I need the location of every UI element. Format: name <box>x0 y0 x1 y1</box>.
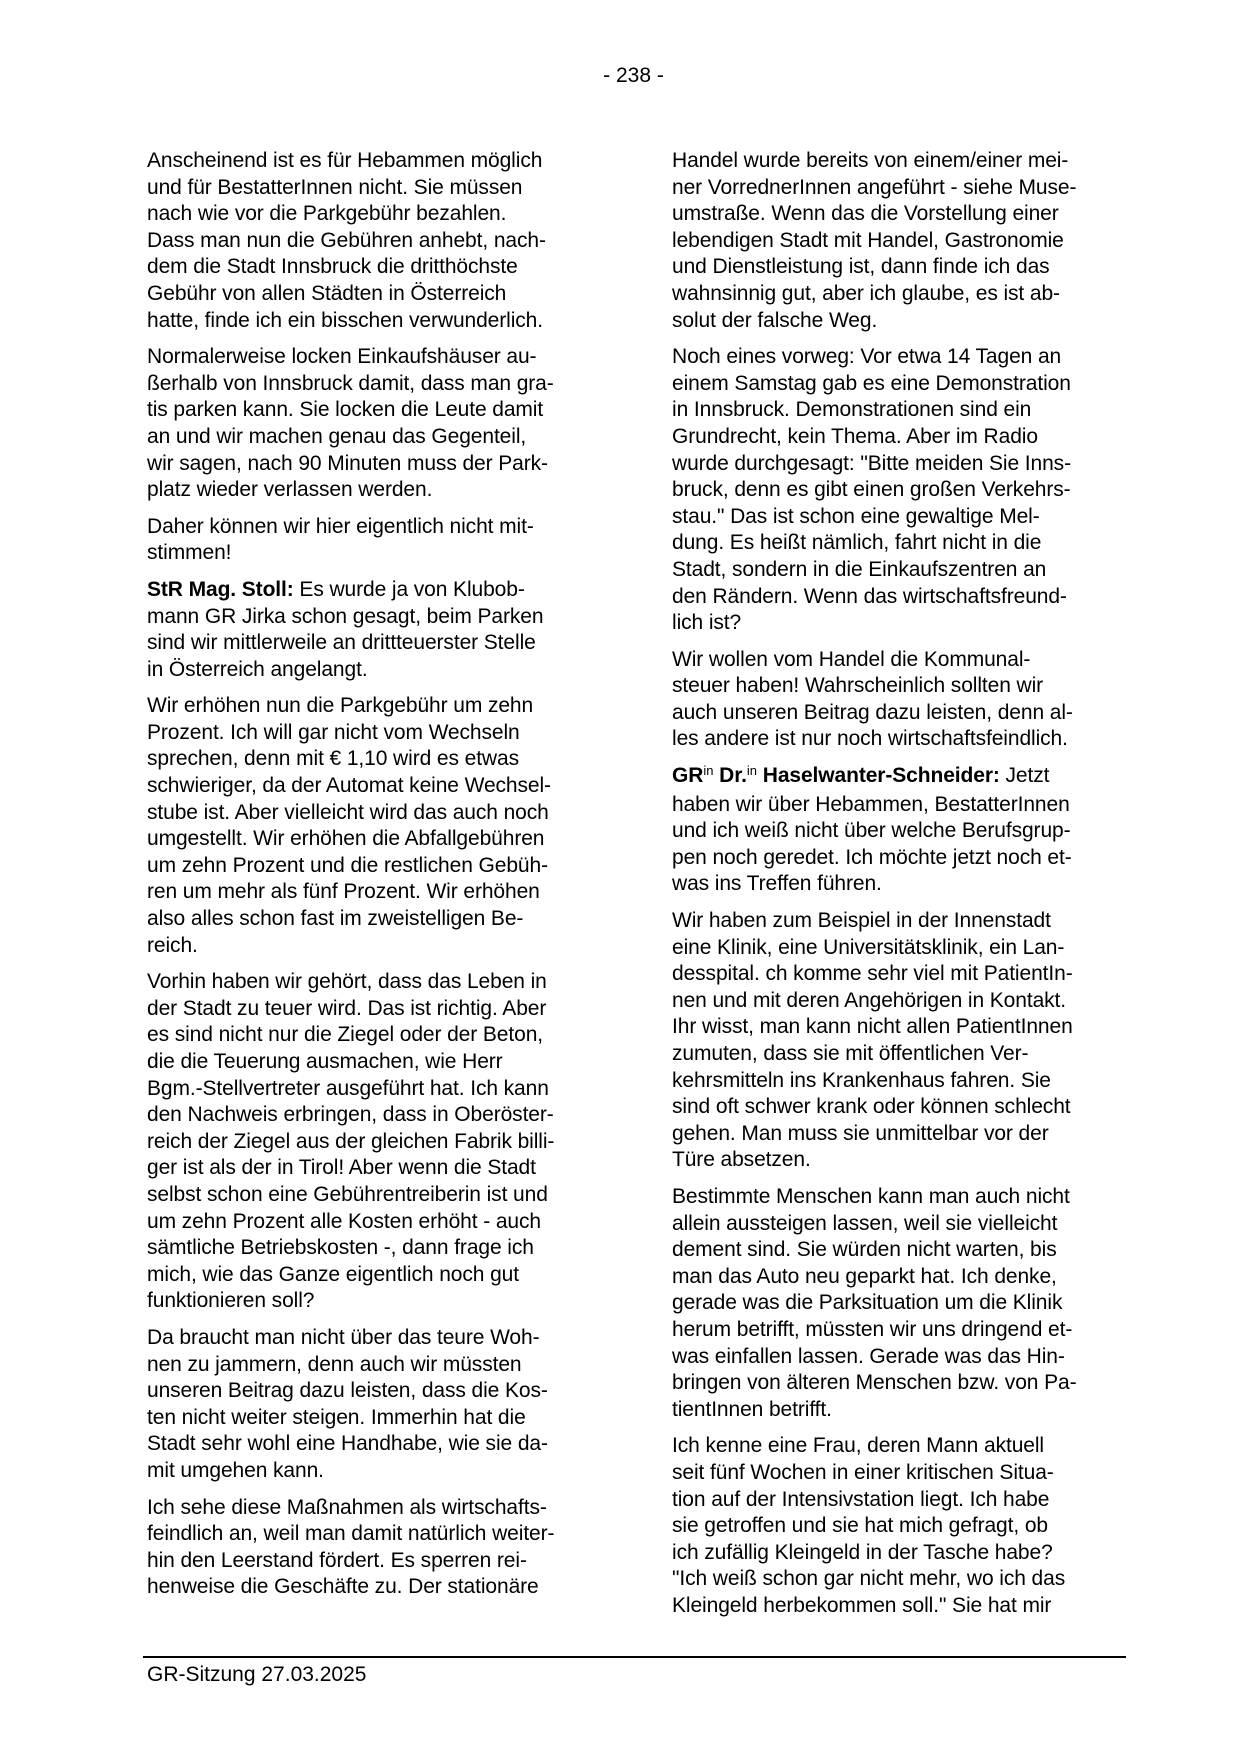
text-segment: wahnsinnig gut, aber ich glaube, es ist ab- <box>672 281 1060 305</box>
text-line <box>672 175 1122 202</box>
text-line <box>672 1540 1122 1567</box>
text-segment: sie getroffen und sie hat mich gefragt, ob <box>672 1514 1048 1538</box>
text-line <box>147 853 597 880</box>
text-line <box>672 1068 1122 1095</box>
text-line <box>672 1433 1122 1460</box>
text-line <box>672 700 1122 727</box>
text-segment: selbst schon eine Gebührentreiberin ist und <box>147 1182 548 1206</box>
speaker-name-segment: GR <box>672 764 704 788</box>
text-segment: gehen. Man muss sie unmittelbar vor der <box>672 1121 1049 1145</box>
paragraph <box>147 693 597 959</box>
footer-text: GR-Sitzung 27.03.2025 <box>147 1663 367 1686</box>
paragraph <box>147 514 597 567</box>
text-segment: ger ist als der in Tirol! Aber wenn die Stadt <box>147 1156 536 1180</box>
paragraph <box>672 763 1122 898</box>
paragraph <box>147 148 597 334</box>
text-segment: wir sagen, nach 90 Minuten muss der Park- <box>147 451 548 475</box>
text-line <box>672 254 1122 281</box>
text-line <box>147 746 597 773</box>
text-segment: desspital. ch komme sehr viel mit PatientIn- <box>672 962 1073 986</box>
text-segment: tientInnen betrifft. <box>672 1397 832 1421</box>
paragraph <box>672 344 1122 637</box>
text-segment: lebendigen Stadt mit Handel, Gastronomie <box>672 228 1064 252</box>
text-line <box>147 254 597 281</box>
text-line <box>147 577 597 604</box>
text-segment: den Nachweis erbringen, dass in Oberöster- <box>147 1103 554 1127</box>
text-segment: sind wir mittlerweile an drittteuerster Stelle <box>147 631 536 655</box>
text-segment: sind oft schwer krank oder können schlecht <box>672 1095 1071 1119</box>
text-line <box>672 1593 1122 1620</box>
text-line <box>147 1521 597 1548</box>
text-line <box>672 344 1122 371</box>
text-segment: mann GR Jirka schon gesagt, beim Parken <box>147 604 544 628</box>
page-number: - 238 - <box>603 64 664 87</box>
text-segment: Normalerweise locken Einkaufshäuser au- <box>147 345 537 369</box>
text-line <box>672 451 1122 478</box>
text-segment: einem Samstag gab es eine Demonstration <box>672 371 1071 395</box>
text-segment: dement sind. Sie würden nicht warten, bis <box>672 1238 1057 1262</box>
text-segment: seit fünf Wochen in einer kritischen Situa- <box>672 1460 1054 1484</box>
text-line <box>147 879 597 906</box>
text-line <box>147 1022 597 1049</box>
text-line <box>147 1352 597 1379</box>
text-line <box>672 961 1122 988</box>
paragraph <box>147 1325 597 1485</box>
text-segment: herum betrifft, müssten wir uns dringend et- <box>672 1317 1073 1341</box>
text-segment: Gebühr von allen Städten in Österreich <box>147 281 507 305</box>
text-line <box>147 1458 597 1485</box>
text-line <box>672 792 1122 819</box>
text-segment: Vorhin haben wir gehört, dass das Leben in <box>147 970 547 994</box>
text-segment: Ich kenne eine Frau, deren Mann aktuell <box>672 1434 1044 1458</box>
text-segment: Es wurde ja von Klubob- <box>293 577 525 601</box>
text-segment: der Stadt zu teuer wird. Das ist richtig. Aber <box>147 996 547 1020</box>
text-segment: schwieriger, da der Automat keine Wechsel- <box>147 774 551 798</box>
text-line <box>147 1288 597 1315</box>
text-line <box>672 871 1122 898</box>
text-line <box>147 397 597 424</box>
text-line <box>672 371 1122 398</box>
text-line <box>147 308 597 335</box>
text-line <box>672 1317 1122 1344</box>
text-line <box>147 657 597 684</box>
text-line <box>672 726 1122 753</box>
text-line <box>147 175 597 202</box>
text-segment: Jetzt <box>999 764 1050 788</box>
text-line <box>672 1041 1122 1068</box>
text-segment: Grundrecht, kein Thema. Aber im Radio <box>672 424 1038 448</box>
footer-divider <box>143 1656 1126 1658</box>
text-line <box>147 1102 597 1129</box>
paragraph <box>147 1495 597 1601</box>
text-segment: Da braucht man nicht über das teure Woh- <box>147 1325 540 1349</box>
text-line <box>672 1094 1122 1121</box>
text-line <box>672 477 1122 504</box>
paragraph <box>672 647 1122 753</box>
text-segment: in Österreich angelangt. <box>147 657 368 681</box>
text-line <box>672 281 1122 308</box>
text-line <box>147 630 597 657</box>
text-segment: an und wir machen genau das Gegenteil, <box>147 424 527 448</box>
text-segment: Bgm.-Stellvertreter ausgeführt hat. Ich kann <box>147 1076 549 1100</box>
text-line <box>147 451 597 478</box>
text-line <box>672 1566 1122 1593</box>
text-segment: lich ist? <box>672 611 742 635</box>
two-column-text-body <box>147 148 1127 1629</box>
text-line <box>672 935 1122 962</box>
text-line <box>147 371 597 398</box>
text-line <box>147 1495 597 1522</box>
text-segment: was ins Treffen führen. <box>672 872 882 896</box>
text-line <box>147 906 597 933</box>
text-line <box>672 647 1122 674</box>
text-segment: mit umgehen kann. <box>147 1458 324 1482</box>
text-line <box>147 148 597 175</box>
text-segment: die die Teuerung ausmachen, wie Herr <box>147 1050 503 1073</box>
text-line <box>147 540 597 567</box>
text-segment: reich. <box>147 933 198 957</box>
text-line <box>147 720 597 747</box>
text-line <box>147 1155 597 1182</box>
text-segment: und für BestatterInnen nicht. Sie müssen <box>147 175 523 199</box>
text-segment: les andere ist nur noch wirtschaftsfeindlich. <box>672 727 1068 751</box>
text-line <box>147 1262 597 1289</box>
text-segment: Wir wollen vom Handel die Kommunal- <box>672 647 1031 671</box>
text-line <box>672 308 1122 335</box>
text-line <box>147 933 597 960</box>
text-line <box>672 1237 1122 1264</box>
text-line <box>147 477 597 504</box>
text-line <box>672 504 1122 531</box>
text-line <box>147 773 597 800</box>
text-line <box>147 281 597 308</box>
text-segment: den Rändern. Wenn das wirtschaftsfreund- <box>672 584 1067 608</box>
text-segment: nach wie vor die Parkgebühr bezahlen. <box>147 202 507 226</box>
paragraph <box>672 1433 1122 1619</box>
text-segment: sämtliche Betriebskosten -, dann frage ich <box>147 1236 534 1260</box>
text-segment: Bestimmte Menschen kann man auch nicht <box>672 1184 1070 1208</box>
text-line <box>672 201 1122 228</box>
text-segment: reich der Ziegel aus der gleichen Fabrik billi- <box>147 1129 555 1153</box>
text-line <box>147 604 597 631</box>
text-line <box>147 1325 597 1352</box>
text-segment: auch unseren Beitrag dazu leisten, denn al- <box>672 700 1073 724</box>
paragraph <box>672 1184 1122 1423</box>
text-segment: Daher können wir hier eigentlich nicht mit- <box>147 514 534 538</box>
text-line <box>672 673 1122 700</box>
text-line <box>147 1574 597 1601</box>
text-line <box>147 1129 597 1156</box>
text-segment: ren um mehr als fünf Prozent. Wir erhöhen <box>147 880 540 904</box>
text-line <box>672 1211 1122 1238</box>
text-line <box>672 148 1122 175</box>
text-line <box>672 1487 1122 1514</box>
text-line <box>672 1290 1122 1317</box>
text-segment: Dass man nun die Gebühren anhebt, nach- <box>147 228 546 252</box>
text-segment: Türe absetzen. <box>672 1148 811 1172</box>
text-line <box>672 908 1122 935</box>
text-segment: umgestellt. Wir erhöhen die Abfallgebühren <box>147 827 545 851</box>
text-line <box>147 228 597 255</box>
text-line <box>147 344 597 371</box>
text-segment: pen noch geredet. Ich möchte jetzt noch et- <box>672 845 1072 869</box>
text-segment: funktionieren soll? <box>147 1289 315 1313</box>
text-line <box>147 1076 597 1103</box>
text-line <box>672 397 1122 424</box>
text-segment: Prozent. Ich will gar nicht vom Wechseln <box>147 720 520 744</box>
text-segment: zumuten, dass sie mit öffentlichen Ver- <box>672 1042 1029 1065</box>
text-line <box>672 1460 1122 1487</box>
text-segment: mich, wie das Ganze eigentlich noch gut <box>147 1262 519 1286</box>
text-line <box>672 1121 1122 1148</box>
text-segment: allein aussteigen lassen, weil sie vielleicht <box>672 1211 1058 1235</box>
text-line <box>147 1405 597 1432</box>
text-segment: platz wieder verlassen werden. <box>147 478 433 502</box>
text-segment: Wir haben zum Beispiel in der Innenstadt <box>672 909 1051 933</box>
text-segment: eine Klinik, eine Universitätsklinik, ein Lan- <box>672 935 1065 959</box>
text-segment: unseren Beitrag dazu leisten, dass die Kos- <box>147 1379 548 1403</box>
text-segment: ßerhalb von Innsbruck damit, dass man gra- <box>147 371 554 395</box>
text-segment: Noch eines vorweg: Vor etwa 14 Tagen an <box>672 345 1062 369</box>
text-line <box>672 584 1122 611</box>
text-line <box>147 1431 597 1458</box>
text-line <box>672 1264 1122 1291</box>
text-segment: stube ist. Aber vielleicht wird das auch noch <box>147 800 549 824</box>
text-segment: dem die Stadt Innsbruck die dritthöchste <box>147 255 518 279</box>
text-segment: "Ich weiß schon gar nicht mehr, wo ich das <box>672 1567 1066 1591</box>
text-segment: und Dienstleistung ist, dann finde ich das <box>672 255 1050 279</box>
text-segment: es sind nicht nur die Ziegel oder der Beton, <box>147 1023 544 1047</box>
text-segment: solut der falsche Weg. <box>672 308 878 332</box>
text-line <box>147 1378 597 1405</box>
text-line <box>147 514 597 541</box>
text-line <box>147 201 597 228</box>
text-segment: umstraße. Wenn das die Vorstellung einer <box>672 202 1059 226</box>
right-column <box>672 148 1122 1629</box>
text-line <box>147 1548 597 1575</box>
text-segment: Anscheinend ist es für Hebammen möglich <box>147 149 543 172</box>
text-line <box>672 845 1122 872</box>
text-segment: um zehn Prozent alle Kosten erhöht - auch <box>147 1209 541 1233</box>
paragraph <box>147 344 597 504</box>
text-line <box>672 1014 1122 1041</box>
paragraph <box>147 577 597 683</box>
text-segment: hin den Leerstand fördert. Es sperren rei- <box>147 1548 527 1572</box>
text-segment: und ich weiß nicht über welche Berufsgrup- <box>672 819 1071 843</box>
text-segment: wurde durchgesagt: "Bitte meiden Sie Inns- <box>672 451 1071 475</box>
text-line <box>672 530 1122 557</box>
paragraph <box>672 148 1122 334</box>
text-segment: Stadt, sondern in die Einkaufszentren an <box>672 557 1047 581</box>
text-line <box>672 557 1122 584</box>
text-segment: um zehn Prozent und die restlichen Gebüh- <box>147 853 548 877</box>
text-line <box>672 228 1122 255</box>
text-line <box>147 693 597 720</box>
text-segment: was einfallen lassen. Gerade was das Hin- <box>672 1344 1065 1368</box>
text-segment: feindlich an, weil man damit natürlich weiter- <box>147 1522 555 1546</box>
text-segment: Ich sehe diese Maßnahmen als wirtschafts- <box>147 1495 547 1519</box>
text-segment: Wir erhöhen nun die Parkgebühr um zehn <box>147 694 534 718</box>
text-line <box>672 763 1122 792</box>
text-line <box>147 1182 597 1209</box>
left-column <box>147 148 597 1611</box>
text-line <box>672 1184 1122 1211</box>
text-segment: nen zu jammern, denn auch wir müssten <box>147 1352 522 1376</box>
text-line <box>672 424 1122 451</box>
text-segment: tion auf der Intensivstation liegt. Ich habe <box>672 1487 1050 1511</box>
paragraph <box>147 969 597 1315</box>
text-segment: henweise die Geschäfte zu. Der stationäre <box>147 1575 539 1599</box>
text-line <box>147 1049 597 1076</box>
text-segment: Ihr wisst, man kann nicht allen PatientInnen <box>672 1015 1073 1039</box>
text-segment: bruck, denn es gibt einen großen Verkehrs- <box>672 478 1071 502</box>
text-line <box>147 800 597 827</box>
text-segment: also alles schon fast im zweistelligen Be- <box>147 907 524 931</box>
text-segment: steuer haben! Wahrscheinlich sollten wir <box>672 674 1044 698</box>
text-segment: haben wir über Hebammen, BestatterInnen <box>672 792 1070 816</box>
speaker-name-segment: in <box>746 763 758 779</box>
text-line <box>672 610 1122 637</box>
text-segment: tis parken kann. Sie locken die Leute damit <box>147 398 544 422</box>
text-segment: gerade was die Parksituation um die Klinik <box>672 1291 1063 1315</box>
text-segment: man das Auto neu geparkt hat. Ich denke, <box>672 1264 1057 1288</box>
text-segment: ich zufällig Kleingeld in der Tasche habe? <box>672 1540 1053 1564</box>
speaker-name-segment: in <box>703 763 714 779</box>
text-line <box>672 1370 1122 1397</box>
text-line <box>672 1147 1122 1174</box>
text-segment: in Innsbruck. Demonstrationen sind ein <box>672 398 1032 422</box>
text-segment: ten nicht weiter steigen. Immerhin hat die <box>147 1405 526 1429</box>
text-segment: nen und mit deren Angehörigen in Kontakt. <box>672 988 1067 1012</box>
text-line <box>147 996 597 1023</box>
text-segment: Kleingeld herbekommen soll." Sie hat mir <box>672 1593 1052 1617</box>
text-segment: stimmen! <box>147 541 232 565</box>
text-line <box>672 1397 1122 1424</box>
text-segment: Handel wurde bereits von einem/einer mei- <box>672 149 1069 172</box>
text-segment: dung. Es heißt nämlich, fahrt nicht in die <box>672 531 1042 555</box>
text-segment: ner VorrednerInnen angeführt - siehe Muse- <box>672 175 1077 199</box>
speaker-name-segment: Haselwanter-Schneider: <box>757 764 1000 788</box>
text-segment: hatte, finde ich ein bisschen verwunderlich. <box>147 308 543 332</box>
text-line <box>147 424 597 451</box>
text-segment: kehrsmitteln ins Krankenhaus fahren. Sie <box>672 1068 1051 1092</box>
text-line <box>672 1344 1122 1371</box>
text-segment: Stadt sehr wohl eine Handhabe, wie sie da- <box>147 1432 548 1456</box>
speaker-name-segment: StR Mag. Stoll: <box>147 577 294 601</box>
text-segment: sprechen, denn mit € 1,10 wird es etwas <box>147 747 519 771</box>
text-line <box>147 826 597 853</box>
paragraph <box>672 908 1122 1174</box>
text-line <box>147 969 597 996</box>
speaker-name-segment: Dr. <box>713 764 747 788</box>
text-line <box>672 1513 1122 1540</box>
text-line <box>147 1235 597 1262</box>
text-line <box>672 988 1122 1015</box>
text-line <box>147 1209 597 1236</box>
text-line <box>672 818 1122 845</box>
text-segment: stau." Das ist schon eine gewaltige Mel- <box>672 504 1040 528</box>
text-segment: bringen von älteren Menschen bzw. von Pa- <box>672 1371 1077 1395</box>
